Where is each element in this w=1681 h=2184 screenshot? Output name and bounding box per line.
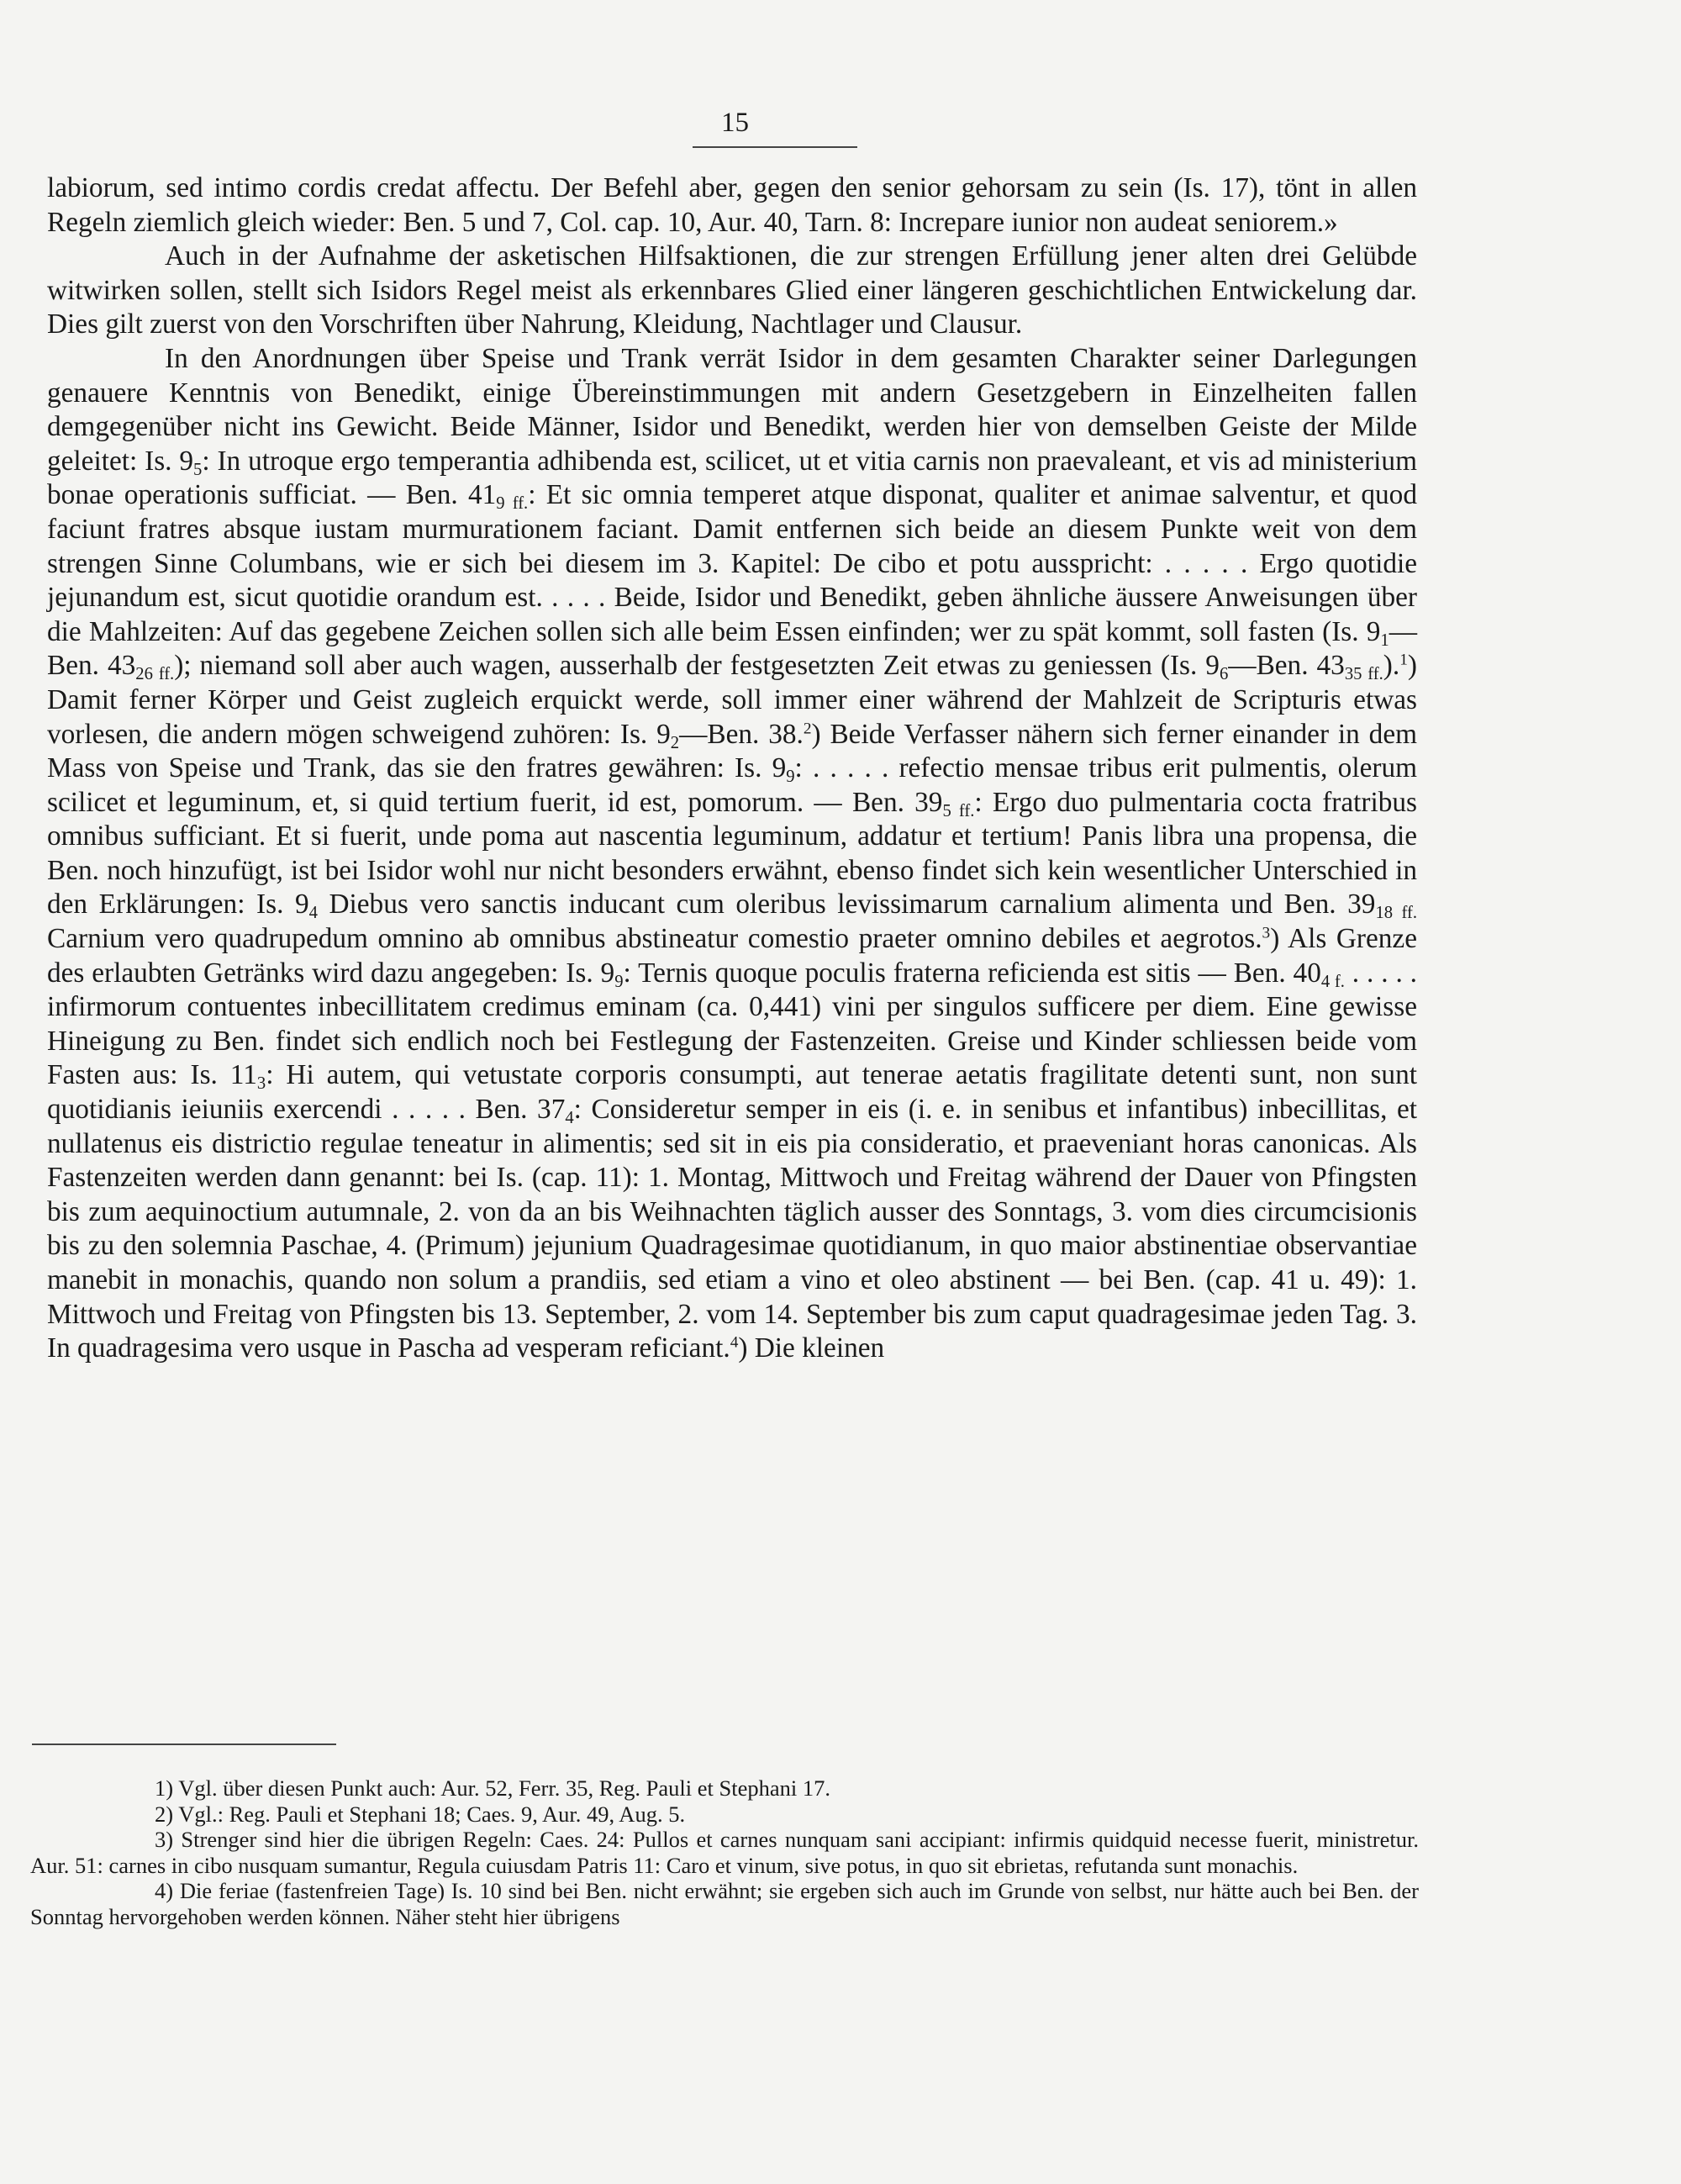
subscript: 5 ff.: [942, 801, 975, 820]
footnote-separator: [32, 1744, 336, 1745]
text-run: : Consideretur semper in eis (i. e. in senibus et infantibus) inbecillitas, et nullatenus eis districtio regulae teneatur in alimentis; sed sit in eis pia consideratio, et praeveniant horas canonicas. Als Fastenzeiten werden dann genannt: bei Is. (cap. 11): 1. Montag, Mittwoch und Freitag während der Dauer von Pfingsten bis zum aequinoctium autumnale, 2. von da an bis Weihnachten täglich ausser des Sonntags, 3. vom dies circumcisionis bis zu den solemnia Paschae, 4. (Primum) jejunium Quadragesimae quotidianum, in quo maior abstinentiae observantiae manebit in monachis, quando non solum a prandiis, sed etiam a vino et oleo abstinent — bei Ben. (cap. 41 u. 49): 1. Mittwoch und Freitag von Pfingsten bis 13. September, 2. vom 14. September bis zum caput quadragesimae jeden Tag. 3. In quadragesima vero usque in Pascha ad vesperam reficiant.: [47, 1094, 1417, 1364]
subscript: 9: [786, 767, 795, 786]
paragraph: [47, 240, 1417, 342]
footnote: 4) Die feriae (fastenfreien Tage) Is. 10 sind bei Ben. nicht erwähnt; sie ergeben sich auch im Grunde von selbst, nur hätte auch bei Ben. der Sonntag hervorgehoben werden können. Näher steht hier übrigens: [30, 1878, 1419, 1929]
text-run: : Et sic omnia temperet atque disponat, qualiter et animae salventur, et quod faciunt fratres absque iustam murmurationem faciant. Damit entfernen sich beide an diesem Punkte weit von dem strengen Sinne Columbans, wie er sich bei diesem im 3. Kapitel: De cibo et potu ausspricht: . . . . . Ergo quotidie jejunandum est, sicut quotidie orandum est. . . . . Beide, Isidor und Benedikt, geben ähnliche äussere Anweisungen über die Mahlzeiten: Auf das gegebene Zeichen sollen sich alle beim Essen einfinden; wer zu spät kommt, soll fasten (Is. 9: [47, 479, 1417, 647]
subscript: 18 ff.: [1375, 904, 1417, 923]
text-run: : Ternis quoque poculis fraterna reficienda est sitis — Ben. 40: [623, 957, 1321, 989]
text-run: : . . . . . refectio mensae tribus erit pulmentis, olerum scilicet et leguminum, et, si quid tertium fuerit, id est, pomorum. — Ben. 39: [47, 752, 1417, 818]
text-run: —Ben. 43: [47, 615, 1417, 682]
text-run: : Ergo duo pulmentaria cocta fratribus omnibus sufficiant. Et si fuerit, unde poma aut nascentia leguminum, addatur et tertium! Panis libra una propensa, die Ben. noch hinzufügt, ist bei Isidor wohl nur nicht besonders erwähnt, ebenso findet sich kein wesentlicher Unterschied in den Erklärungen: Is. 9: [47, 786, 1418, 921]
text-run: ) Die kleinen: [738, 1332, 885, 1364]
subscript: 3: [256, 1074, 266, 1094]
subscript: 6: [1219, 665, 1229, 684]
text-run: —Ben. 38.: [679, 718, 804, 750]
footnote: 1) Vgl. über diesen Punkt auch: Aur. 52, Ferr. 35, Reg. Pauli et Stephani 17.: [155, 1775, 830, 1801]
text-run: —Ben. 43: [1228, 650, 1345, 682]
footnote-marker: 2: [803, 719, 812, 737]
footnote-marker: 4: [730, 1333, 739, 1352]
subscript: 5: [193, 460, 203, 479]
paragraph: [47, 342, 1417, 1366]
subscript: 4 f.: [1320, 972, 1345, 991]
subscript: 1: [1380, 630, 1389, 650]
footnote-marker: 3: [1262, 924, 1271, 942]
subscript: 4: [308, 904, 318, 923]
page-number: 15: [721, 108, 749, 138]
subscript: 2: [670, 733, 680, 752]
footnote-marker: 1: [1399, 651, 1408, 669]
text-run: Auch in der Aufnahme der asketischen Hilfsaktionen, die zur strengen Erfüllung jener alten drei Gelübde witwirken sollen, stellt sich Isidors Regel meist als erkennbares Glied einer längeren geschichtlichen Entwickelung dar. Dies gilt zuerst von den Vorschriften über Nahrung, Kleidung, Nachtlager und Clausur.: [47, 240, 1417, 340]
text-run: ); niemand soll aber auch wagen, ausserhalb der festgesetzten Zeit etwas zu geniessen (Is. 9: [174, 650, 1220, 682]
subscript: 35 ff.: [1344, 665, 1383, 684]
subscript: 9: [614, 972, 624, 991]
paragraph: [47, 171, 1417, 240]
text-run: : In utroque ergo temperantia adhibenda est, scilicet, ut et vitia carnis non praevaleant, et vis ad ministerium bonae operationis sufficiat. — Ben. 41: [47, 445, 1417, 511]
text-run: In den Anordnungen über Speise und Trank verrät Isidor in dem gesamten Charakter seiner Darlegungen genauere Kenntnis von Benedikt, einige Übereinstimmungen mit andern Gesetzgebern in Einzelheiten fallen demgegenüber nicht ins Gewicht. Beide Männer, Isidor und Benedikt, werden hier von demselben Geiste der Milde geleitet: Is. 9: [47, 342, 1417, 477]
text-run: . . . . . infirmorum contuentes inbecillitatem credimus eminam (ca. 0,441) vini per singulos sufficere per diem. Eine gewisse Hineigung zu Ben. findet sich endlich noch bei Festlegung der Fastenzeiten. Greise und Kinder schliessen beide vom Fasten aus: Is. 11: [47, 957, 1417, 1091]
body-text: [47, 171, 1417, 1366]
subscript: 26 ff.: [135, 665, 175, 684]
footnote: 2) Vgl.: Reg. Pauli et Stephani 18; Caes. 9, Aur. 49, Aug. 5.: [155, 1801, 686, 1827]
text-run: ) Als Grenze des erlaubten Getränks wird dazu angegeben: Is. 9: [47, 923, 1417, 989]
text-run: labiorum, sed intimo cordis credat affectu. Der Befehl aber, gegen den senior gehorsam zu sein (Is. 17), tönt in allen Regeln ziemlich gleich wieder: Ben. 5 und 7, Col. cap. 10, Aur. 40, Tarn. 8: Increpare iunior non audeat seniorem.»: [47, 172, 1417, 238]
subscript: 4: [565, 1108, 574, 1127]
text-run: ) Damit ferner Körper und Geist zugleich erquickt werde, soll immer einer während der Mahlzeit de Scripturis etwas vorlesen, die andern mögen schweigend zuhören: Is. 9: [47, 650, 1417, 750]
text-run: ) Beide Verfasser nähern sich ferner einander in dem Mass von Speise und Trank, das sie den fratres gewähren: Is. 9: [47, 718, 1417, 784]
footnotes: [30, 1775, 1419, 1930]
text-run: : Hi autem, qui vetustate corporis consumpti, aut tenerae aetatis fragilitate detenti sunt, non sunt quotidianis ieiuniis exercendi . . . . . Ben. 37: [47, 1059, 1417, 1126]
text-run: Carnium vero quadrupedum omnino ab omnibus abstineatur comestio praeter omnino debiles et aegrotos.: [47, 923, 1262, 955]
text-run: ).: [1383, 650, 1400, 682]
footnote: 3) Strenger sind hier die übrigen Regeln: Caes. 24: Pullos et carnes nunquam sani accipiant: infirmis quidquid necesse fuerit, ministretur. Aur. 51: carnes in cibo nusquam sumantur, Regula cuiusdam Patris 11: Caro et vinum, sive potus, in quo sit ebrietas, refutanda sunt monachis.: [30, 1827, 1419, 1878]
text-run: Diebus vero sanctis inducant cum oleribus levissimarum carnalium alimenta und Ben. 39: [317, 889, 1376, 921]
subscript: 9 ff.: [496, 494, 529, 514]
header-rule: [693, 146, 857, 148]
